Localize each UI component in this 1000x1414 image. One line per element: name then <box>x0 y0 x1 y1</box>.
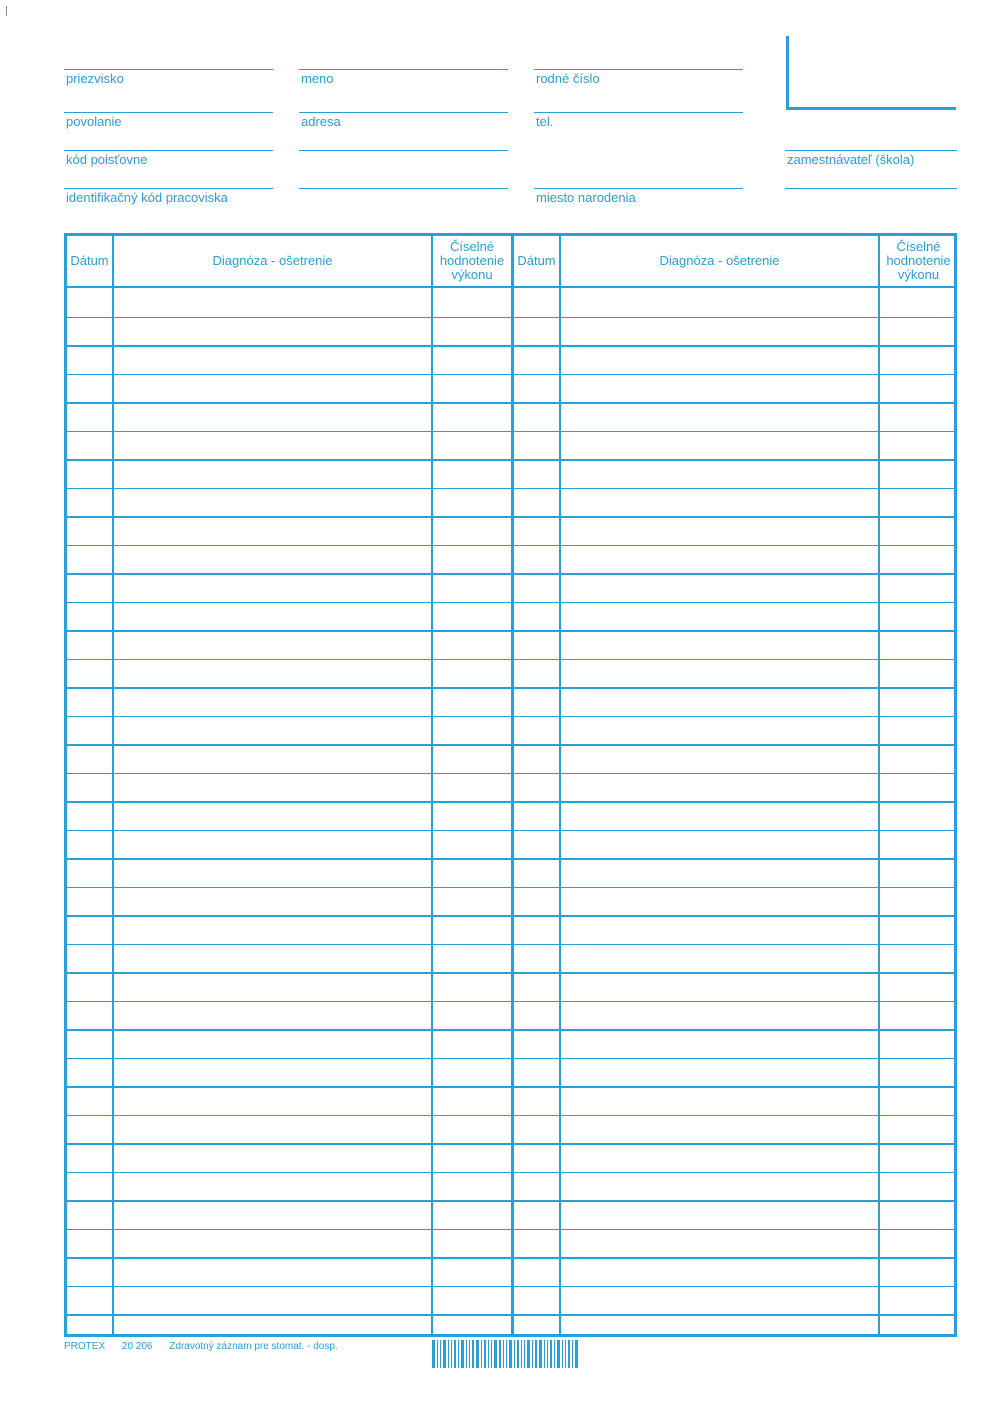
barcode-bar <box>454 1340 456 1368</box>
barcode-bar <box>432 1340 435 1368</box>
barcode-bar <box>557 1340 560 1368</box>
table-row-rule <box>514 602 954 604</box>
barcode-bar <box>532 1340 533 1368</box>
table-row-rule <box>514 1058 954 1060</box>
label-priezvisko: priezvisko <box>66 71 124 86</box>
barcode-bar <box>481 1340 482 1368</box>
table-row-rule <box>67 545 511 547</box>
field-tel[interactable] <box>534 112 743 133</box>
label-povolanie: povolanie <box>66 114 122 129</box>
barcode-bar <box>466 1340 467 1368</box>
table-row-rule <box>514 744 954 746</box>
table-row-rule <box>67 402 511 404</box>
label-identifikacny-kod: identifikačný kód pracoviska <box>66 190 228 205</box>
barcode-bar <box>539 1340 542 1368</box>
footer <box>64 1341 352 1352</box>
stamp-corner-mark <box>786 36 956 110</box>
field-rodne-cislo[interactable] <box>534 69 743 90</box>
table-row-rule <box>67 659 511 661</box>
table-row-rule <box>67 858 511 860</box>
table-row-rule <box>514 573 954 575</box>
table-row-rule <box>514 1029 954 1031</box>
table-row-rule <box>67 459 511 461</box>
table-row-rule <box>514 915 954 917</box>
field-zamestnavatel[interactable] <box>785 150 957 171</box>
barcode-bar <box>469 1340 470 1368</box>
table-row-rule <box>67 801 511 803</box>
table-row-rule <box>514 1257 954 1259</box>
barcode-bar <box>575 1340 578 1368</box>
table-row-rule <box>514 630 954 632</box>
label-tel: tel. <box>536 114 554 129</box>
field-blank-1[interactable] <box>299 150 508 171</box>
barcode-bar <box>509 1340 512 1368</box>
table-row-rule <box>67 1314 511 1316</box>
table-row-rule <box>514 488 954 490</box>
table-right-half <box>514 236 954 1334</box>
barcode-bar <box>451 1340 452 1368</box>
barcode-bar <box>440 1340 441 1368</box>
field-povolanie[interactable] <box>64 112 273 133</box>
barcode-bar <box>568 1340 570 1368</box>
header-datum: Dátum <box>70 253 109 268</box>
table-row-rule <box>514 858 954 860</box>
table-row-rule <box>67 1086 511 1088</box>
footer-publisher: PROTEX <box>64 1341 106 1352</box>
barcode-bar <box>437 1340 438 1368</box>
header-diagnoza: Diagnóza - ošetrenie <box>659 253 780 268</box>
barcode-bar <box>535 1340 537 1368</box>
table-row-rule <box>67 1001 511 1003</box>
label-adresa: adresa <box>301 114 341 129</box>
table-row-rule <box>67 830 511 832</box>
table-row-rule <box>514 516 954 518</box>
table-row-rule <box>67 915 511 917</box>
table-row-rule <box>514 1229 954 1231</box>
rows-right <box>514 288 954 1334</box>
table-row-rule <box>514 716 954 718</box>
table-row-rule <box>514 459 954 461</box>
records-table <box>64 233 957 1337</box>
table-row-rule <box>514 1115 954 1117</box>
barcode-bar <box>458 1340 459 1368</box>
barcode-bar <box>488 1340 489 1368</box>
field-adresa[interactable] <box>299 112 508 133</box>
table-row-rule <box>67 1029 511 1031</box>
table-row-rule <box>514 944 954 946</box>
header-hodnotenie: Číselné hodnotenie výkonu <box>439 239 505 282</box>
table-row-rule <box>67 317 511 319</box>
label-zamestnavatel: zamestnávateľ (škola) <box>787 152 915 167</box>
table-row-rule <box>514 402 954 404</box>
table-row-rule <box>514 659 954 661</box>
table-row-rule <box>514 345 954 347</box>
footer-form-code: 20 206 <box>121 1341 153 1352</box>
table-row-rule <box>67 687 511 689</box>
table-row-rule <box>67 1115 511 1117</box>
table-row-rule <box>67 716 511 718</box>
corner-tick <box>6 6 7 16</box>
table-row-rule <box>67 1229 511 1231</box>
barcode-bar <box>476 1340 479 1368</box>
barcode-bar <box>517 1340 519 1368</box>
barcode-bar <box>472 1340 474 1368</box>
barcode-bar <box>554 1340 555 1368</box>
field-blank-2[interactable] <box>299 188 508 209</box>
barcode-bar <box>527 1340 530 1368</box>
table-row-rule <box>514 1314 954 1316</box>
header-hodnotenie: Číselné hodnotenie výkonu <box>886 239 951 282</box>
barcode-bar <box>514 1340 515 1368</box>
table-row-rule <box>514 830 954 832</box>
table-row-rule <box>514 1086 954 1088</box>
header-datum: Dátum <box>517 253 556 268</box>
barcode-bar <box>503 1340 504 1368</box>
table-row-rule <box>67 1286 511 1288</box>
field-identifikacny-kod[interactable] <box>64 188 273 209</box>
footer-form-title: Zdravotný záznam pre stomat. - dosp. <box>169 1341 338 1352</box>
field-miesto-narodenia[interactable] <box>534 188 743 209</box>
barcode-bar <box>484 1340 486 1368</box>
table-row-rule <box>514 545 954 547</box>
table-row-rule <box>67 516 511 518</box>
header-diagnoza: Diagnóza - ošetrenie <box>212 253 333 268</box>
label-kod-poistovne: kód poisťovne <box>66 152 148 167</box>
table-row-rule <box>67 630 511 632</box>
barcode-bar <box>461 1340 464 1368</box>
table-row-rule <box>67 602 511 604</box>
table-row-rule <box>67 887 511 889</box>
table-row-rule <box>514 1286 954 1288</box>
table-row-rule <box>67 744 511 746</box>
table-row-rule <box>67 1143 511 1145</box>
barcode-bar <box>547 1340 548 1368</box>
barcode-bar <box>443 1340 446 1368</box>
table-row-rule <box>67 573 511 575</box>
table-row-rule <box>67 374 511 376</box>
table-row-rule <box>67 972 511 974</box>
table-left-half <box>67 236 514 1334</box>
field-priezvisko[interactable] <box>64 69 273 90</box>
table-row-rule <box>514 317 954 319</box>
table-row-rule <box>514 972 954 974</box>
barcode-bar <box>491 1340 492 1368</box>
table-row-rule <box>514 1143 954 1145</box>
table-row-rule <box>67 944 511 946</box>
table-row-rule <box>514 687 954 689</box>
barcode-bar <box>494 1340 497 1368</box>
table-row-rule <box>514 431 954 433</box>
barcode-bar <box>544 1340 545 1368</box>
table-row-rule <box>514 1001 954 1003</box>
field-kod-poistovne[interactable] <box>64 150 273 171</box>
table-row-rule <box>67 431 511 433</box>
table-row-rule <box>67 1172 511 1174</box>
table-row-rule <box>67 345 511 347</box>
table-row-rule <box>67 1200 511 1202</box>
label-miesto-narodenia: miesto narodenia <box>536 190 636 205</box>
table-row-rule <box>514 1200 954 1202</box>
table-row-rule <box>514 801 954 803</box>
barcode-bar <box>521 1340 522 1368</box>
table-row-rule <box>67 1257 511 1259</box>
table-row-rule <box>514 1172 954 1174</box>
table-row-rule <box>514 374 954 376</box>
table-row-rule <box>67 773 511 775</box>
barcode <box>432 1340 580 1370</box>
table-row-rule <box>67 1058 511 1060</box>
field-blank-3[interactable] <box>785 188 957 209</box>
barcode-bar <box>499 1340 501 1368</box>
barcode-bar <box>565 1340 566 1368</box>
field-meno[interactable] <box>299 69 508 90</box>
barcode-bar <box>550 1340 552 1368</box>
table-row-rule <box>67 488 511 490</box>
barcode-bar <box>572 1340 573 1368</box>
table-row-rule <box>514 773 954 775</box>
barcode-bar <box>524 1340 525 1368</box>
barcode-bar <box>506 1340 507 1368</box>
barcode-bar <box>562 1340 563 1368</box>
label-meno: meno <box>301 71 334 86</box>
barcode-bar <box>448 1340 449 1368</box>
label-rodne-cislo: rodné číslo <box>536 71 600 86</box>
table-row-rule <box>514 887 954 889</box>
rows-left <box>67 288 511 1334</box>
